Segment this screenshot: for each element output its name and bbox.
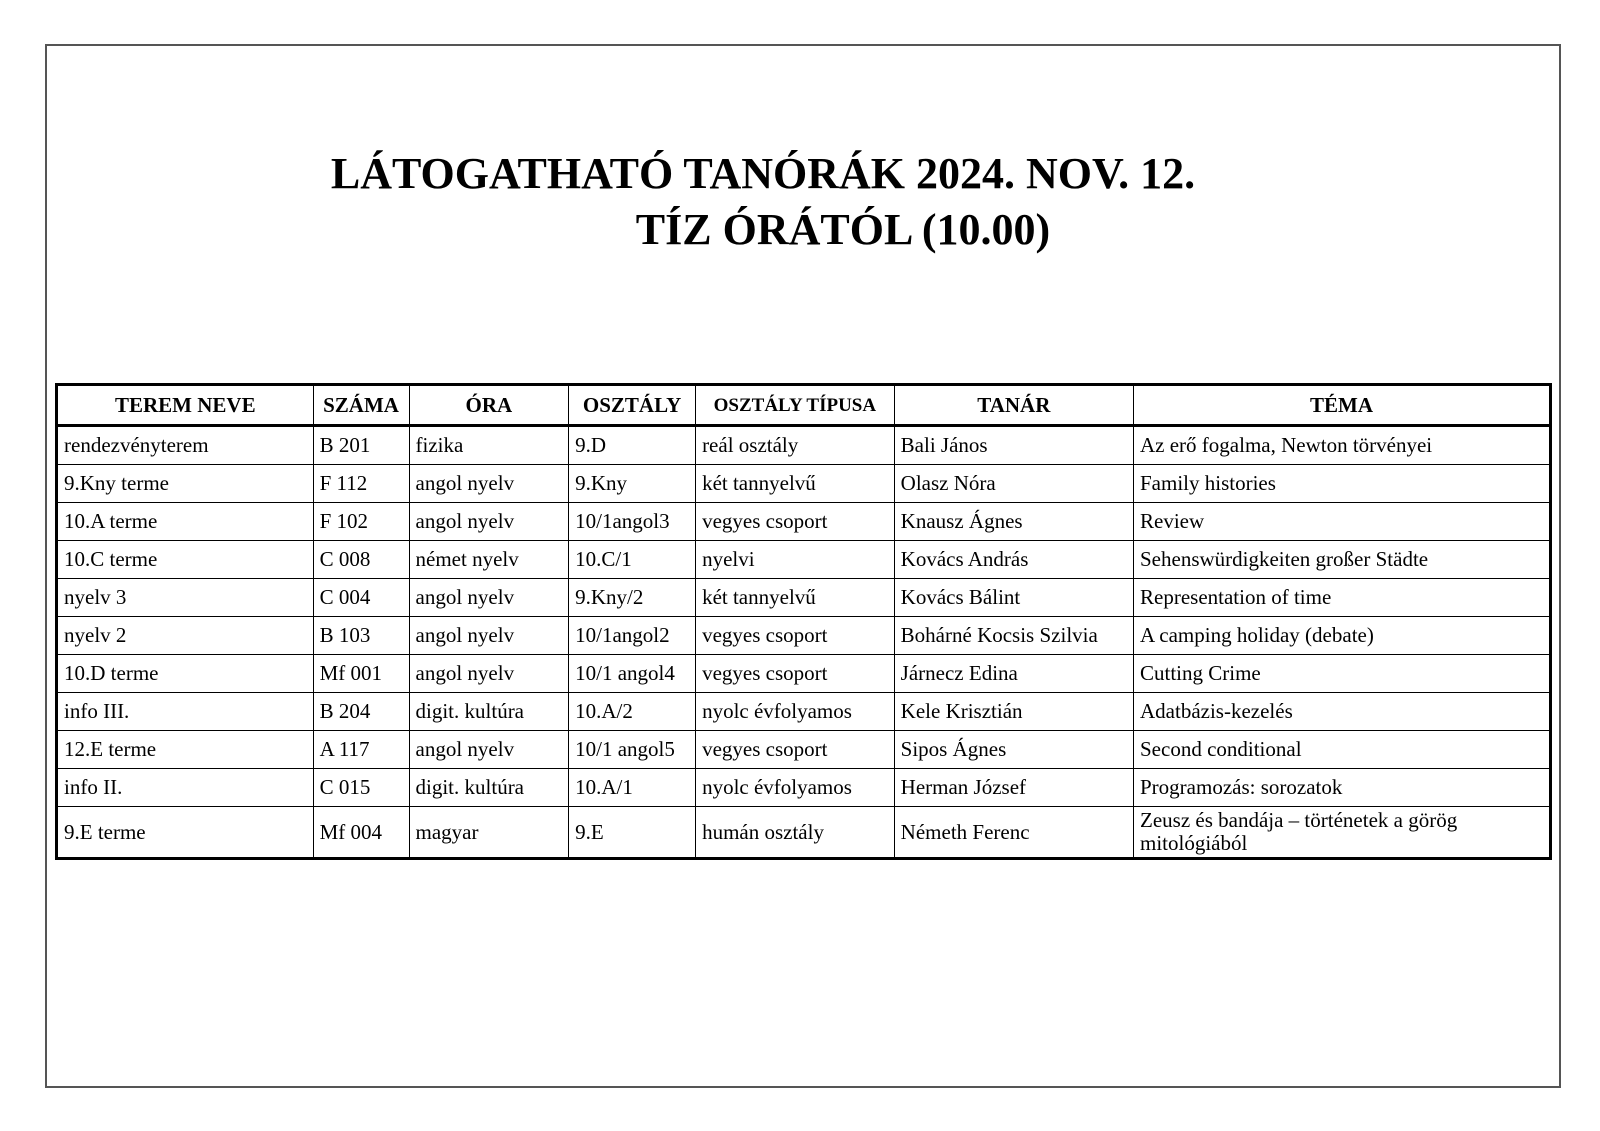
table-row xyxy=(57,426,1551,465)
cell-szama: B 204 xyxy=(313,693,409,731)
cell-tema: Second conditional xyxy=(1134,731,1551,769)
cell-osztaly-tipusa: két tannyelvű xyxy=(696,579,895,617)
cell-terem-neve: rendezvényterem xyxy=(57,426,314,465)
cell-osztaly: 10/1 angol4 xyxy=(569,655,696,693)
cell-terem-neve: 12.E terme xyxy=(57,731,314,769)
cell-osztaly-tipusa: vegyes csoport xyxy=(696,503,895,541)
cell-tema: Cutting Crime xyxy=(1134,655,1551,693)
table-row xyxy=(57,655,1551,693)
cell-osztaly-tipusa: nyolc évfolyamos xyxy=(696,693,895,731)
cell-tema: Zeusz és bandája – történetek a görög mitológiából xyxy=(1134,807,1551,859)
cell-tanar: Bali János xyxy=(894,426,1133,465)
cell-osztaly: 10.A/1 xyxy=(569,769,696,807)
page-frame xyxy=(45,44,1561,1088)
title-line-1: LÁTOGATHATÓ TANÓRÁK 2024. NOV. 12. xyxy=(330,149,1196,198)
page-title xyxy=(47,146,1559,258)
table-row xyxy=(57,579,1551,617)
schedule-table xyxy=(55,383,1552,860)
table-row xyxy=(57,617,1551,655)
cell-terem-neve: nyelv 3 xyxy=(57,579,314,617)
cell-tema: Review xyxy=(1134,503,1551,541)
cell-tanar: Herman József xyxy=(894,769,1133,807)
header-osztaly-tipusa: OSZTÁLY TÍPUSA xyxy=(696,385,895,426)
cell-tanar: Olasz Nóra xyxy=(894,465,1133,503)
cell-ora: angol nyelv xyxy=(409,731,569,769)
title-line-2: TÍZ ÓRÁTÓL (10.00) xyxy=(635,205,1051,254)
cell-ora: digit. kultúra xyxy=(409,693,569,731)
cell-osztaly: 9.D xyxy=(569,426,696,465)
cell-ora: magyar xyxy=(409,807,569,859)
cell-osztaly-tipusa: nyelvi xyxy=(696,541,895,579)
cell-ora: angol nyelv xyxy=(409,655,569,693)
cell-osztaly: 10.C/1 xyxy=(569,541,696,579)
cell-szama: A 117 xyxy=(313,731,409,769)
cell-szama: C 015 xyxy=(313,769,409,807)
header-tanar: TANÁR xyxy=(894,385,1133,426)
cell-tanar: Sipos Ágnes xyxy=(894,731,1133,769)
cell-terem-neve: 10.C terme xyxy=(57,541,314,579)
cell-tema: Adatbázis-kezelés xyxy=(1134,693,1551,731)
cell-osztaly-tipusa: két tannyelvű xyxy=(696,465,895,503)
cell-terem-neve: 9.E terme xyxy=(57,807,314,859)
header-terem-neve: TEREM NEVE xyxy=(57,385,314,426)
cell-tanar: Kovács András xyxy=(894,541,1133,579)
cell-osztaly: 9.Kny xyxy=(569,465,696,503)
cell-tanar: Knausz Ágnes xyxy=(894,503,1133,541)
cell-terem-neve: 10.D terme xyxy=(57,655,314,693)
cell-szama: F 112 xyxy=(313,465,409,503)
header-ora: ÓRA xyxy=(409,385,569,426)
cell-terem-neve: 9.Kny terme xyxy=(57,465,314,503)
cell-tanar: Kovács Bálint xyxy=(894,579,1133,617)
cell-ora: angol nyelv xyxy=(409,617,569,655)
cell-tema: Sehenswürdigkeiten großer Städte xyxy=(1134,541,1551,579)
cell-szama: C 004 xyxy=(313,579,409,617)
table-header-row xyxy=(57,385,1551,426)
cell-terem-neve: info II. xyxy=(57,769,314,807)
cell-osztaly-tipusa: reál osztály xyxy=(696,426,895,465)
table-row xyxy=(57,693,1551,731)
header-osztaly: OSZTÁLY xyxy=(569,385,696,426)
table-row xyxy=(57,465,1551,503)
cell-ora: angol nyelv xyxy=(409,579,569,617)
cell-szama: F 102 xyxy=(313,503,409,541)
cell-osztaly: 10/1angol2 xyxy=(569,617,696,655)
header-szama: SZÁMA xyxy=(313,385,409,426)
cell-osztaly: 10/1angol3 xyxy=(569,503,696,541)
cell-ora: német nyelv xyxy=(409,541,569,579)
cell-tanar: Kele Krisztián xyxy=(894,693,1133,731)
cell-terem-neve: 10.A terme xyxy=(57,503,314,541)
cell-osztaly-tipusa: vegyes csoport xyxy=(696,617,895,655)
cell-terem-neve: nyelv 2 xyxy=(57,617,314,655)
cell-tema: Representation of time xyxy=(1134,579,1551,617)
table-row xyxy=(57,807,1551,859)
cell-osztaly: 9.E xyxy=(569,807,696,859)
cell-tanar: Bohárné Kocsis Szilvia xyxy=(894,617,1133,655)
table-row xyxy=(57,503,1551,541)
table-row xyxy=(57,769,1551,807)
cell-tanar: Járnecz Edina xyxy=(894,655,1133,693)
cell-ora: digit. kultúra xyxy=(409,769,569,807)
cell-tema: Az erő fogalma, Newton törvényei xyxy=(1134,426,1551,465)
cell-tema: Programozás: sorozatok xyxy=(1134,769,1551,807)
cell-ora: angol nyelv xyxy=(409,465,569,503)
cell-osztaly-tipusa: vegyes csoport xyxy=(696,655,895,693)
cell-szama: C 008 xyxy=(313,541,409,579)
cell-ora: fizika xyxy=(409,426,569,465)
cell-osztaly: 9.Kny/2 xyxy=(569,579,696,617)
cell-osztaly: 10.A/2 xyxy=(569,693,696,731)
cell-szama: B 103 xyxy=(313,617,409,655)
cell-szama: Mf 004 xyxy=(313,807,409,859)
cell-osztaly: 10/1 angol5 xyxy=(569,731,696,769)
table-row xyxy=(57,731,1551,769)
table-row xyxy=(57,541,1551,579)
cell-tanar: Németh Ferenc xyxy=(894,807,1133,859)
cell-osztaly-tipusa: nyolc évfolyamos xyxy=(696,769,895,807)
cell-tema: A camping holiday (debate) xyxy=(1134,617,1551,655)
cell-tema: Family histories xyxy=(1134,465,1551,503)
cell-terem-neve: info III. xyxy=(57,693,314,731)
cell-szama: B 201 xyxy=(313,426,409,465)
cell-ora: angol nyelv xyxy=(409,503,569,541)
cell-osztaly-tipusa: humán osztály xyxy=(696,807,895,859)
cell-osztaly-tipusa: vegyes csoport xyxy=(696,731,895,769)
header-tema: TÉMA xyxy=(1134,385,1551,426)
cell-szama: Mf 001 xyxy=(313,655,409,693)
